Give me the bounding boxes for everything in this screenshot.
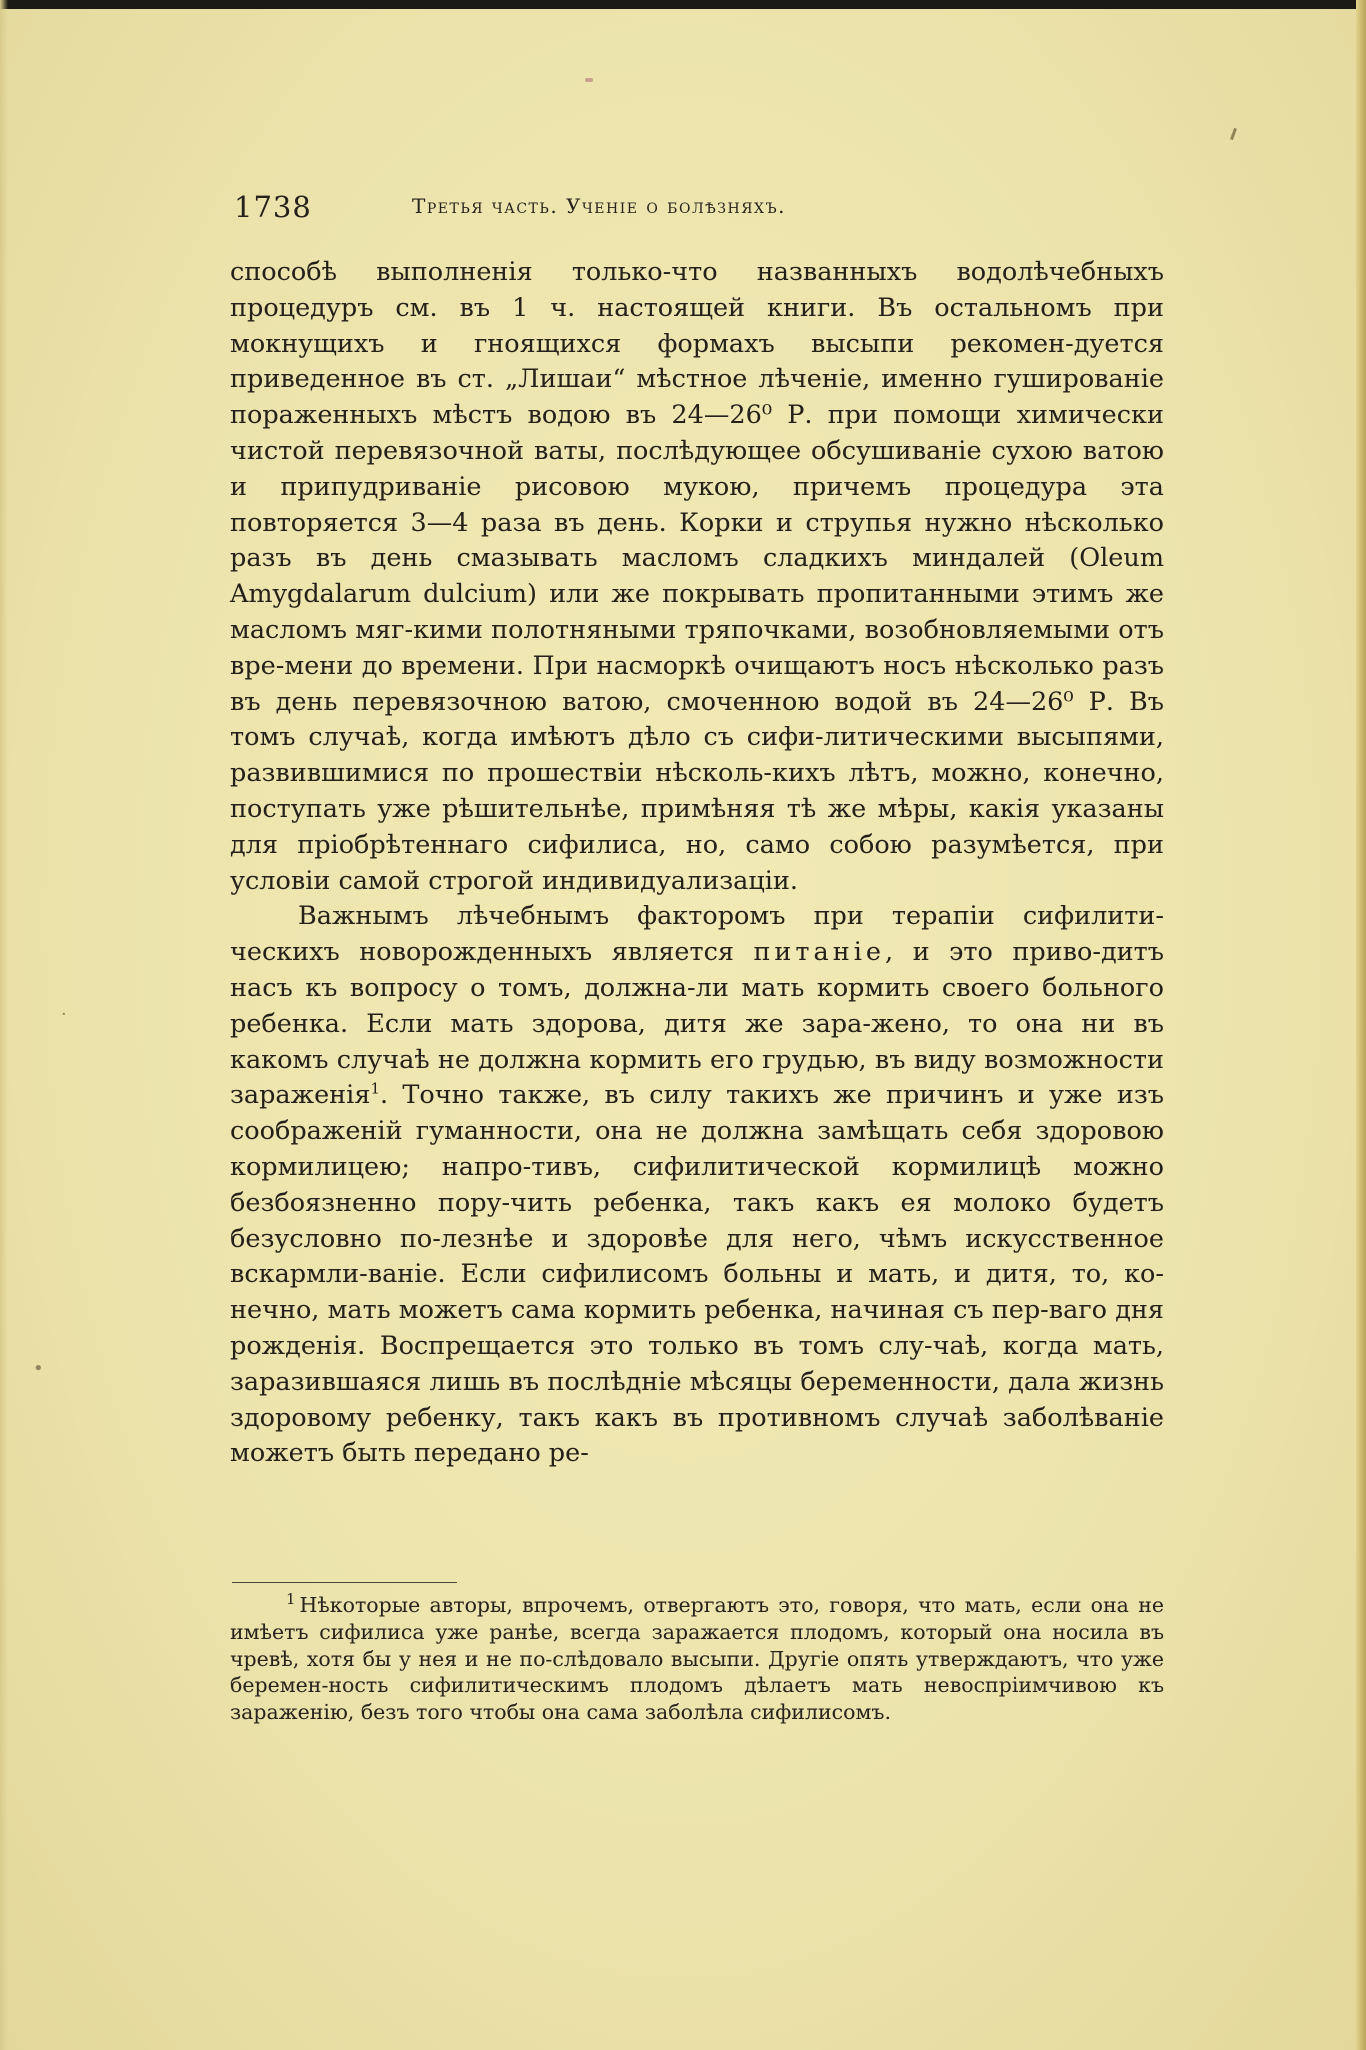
paragraph-text: . Точно также, въ силу такихъ же причинъ и уже изъ соображеній гуманности, она не должна замѣщать себя здоровою кормилицею; напро-тивъ, сифилитической кормилицѣ можно безбоязненно пору-чить ребенка, такъ какъ ея молоко будетъ безусловно по-лезнѣе и здоровѣе для него, чѣмъ искусственное вскармли-ваніе. Если сифилисомъ больны и мать, и дитя, то, ко-нечно, мать можетъ сама кормить ребенка, начиная съ пер-ваго дня рожденія. Воспрещается это только въ томъ слу-чаѣ, когда мать, заразившаяся лишь въ послѣдніе мѣсяцы беременности, дала жизнь здоровому ребенку, такъ какъ въ противномъ случаѣ заболѣваніе можетъ быть передано ре- bbox=[230, 1080, 1164, 1469]
paragraph-text: Важнымъ лѣчебнымъ факторомъ при терапіи сифилити-ческихъ новорожденныхъ является bbox=[230, 901, 1164, 968]
footnote-mark: 1 bbox=[286, 1590, 296, 1609]
emphasized-word: питаніе bbox=[753, 937, 885, 968]
paragraph-text: , и это приво-дитъ насъ къ вопросу о томъ, должна-ли мать кормить своего больного ребенка. Если мать здорова, дитя же зара-жено, то она ни въ какомъ случаѣ не должна кормить его грудью, въ виду возможности зараженія bbox=[230, 937, 1164, 1111]
running-head bbox=[234, 190, 1164, 230]
page-number: 1738 bbox=[234, 190, 312, 224]
paragraph: способѣ выполненія только-что названныхъ водолѣчебныхъ процедуръ см. въ 1 ч. настоящей книги. Въ остальномъ при мокнущихъ и гноящихся формахъ высыпи рекомен-дуется приведенное въ ст. „Лишаи“ мѣстное лѣченіе, именно гушированіе пораженныхъ мѣстъ водою въ 24—26⁰ Р. при помощи химически чистой перевязочной ваты, послѣдующее обсушиваніе сухою ватою и припудриваніе рисовою мукою, причемъ процедура эта повторяется 3—4 раза въ день. Корки и струпья нужно нѣсколько разъ въ день смазывать масломъ сладкихъ миндалей (Oleum Amygdalarum dulcium) или же покрывать пропитанными этимъ же масломъ мяг-кими полотняными тряпочками, возобновляемыми отъ вре-мени до времени. При насморкѣ очищаютъ носъ нѣсколько разъ въ день перевязочною ватою, смоченною водой въ 24—26⁰ Р. Въ томъ случаѣ, когда имѣютъ дѣло съ сифи-литическими высыпями, развившимися по прошествіи нѣсколь-кихъ лѣтъ, можно, конечно, поступать уже рѣшительнѣе, примѣняя тѣ же мѣры, какія указаны для пріобрѣтеннаго сифилиса, но, само собою разумѣется, при условіи самой строгой индивидуализаціи. bbox=[230, 257, 1164, 896]
scan-top-edge bbox=[0, 0, 1366, 9]
scan-mark bbox=[585, 78, 593, 82]
footnote-text: Нѣкоторые авторы, впрочемъ, отвергаютъ это, говоря, что мать, если она не имѣетъ сифилиса уже ранѣе, всегда заражается плодомъ, который она носила въ чревѣ, хотя бы у нея и не по-слѣдовало высыпи. Другіе опять утверждаютъ, что уже беремен-ность сифилитическимъ плодомъ дѣлаетъ мать невоспріимчивою къ зараженію, безъ того чтобы она сама заболѣла сифилисомъ. bbox=[230, 1593, 1164, 1725]
margin-mark: • bbox=[33, 1358, 44, 1379]
scan-left-shadow bbox=[0, 0, 8, 2050]
footnote bbox=[230, 1592, 1164, 1726]
footnote-divider bbox=[232, 1582, 457, 1583]
margin-mark: · bbox=[61, 1004, 67, 1025]
running-title: Третья часть. Ученіе о болѣзняхъ. bbox=[412, 194, 786, 218]
scan-right-edge bbox=[1356, 0, 1366, 2050]
paragraph bbox=[230, 899, 1164, 1472]
footnote-reference[interactable]: 1 bbox=[370, 1079, 380, 1098]
body-text bbox=[230, 255, 1164, 1472]
